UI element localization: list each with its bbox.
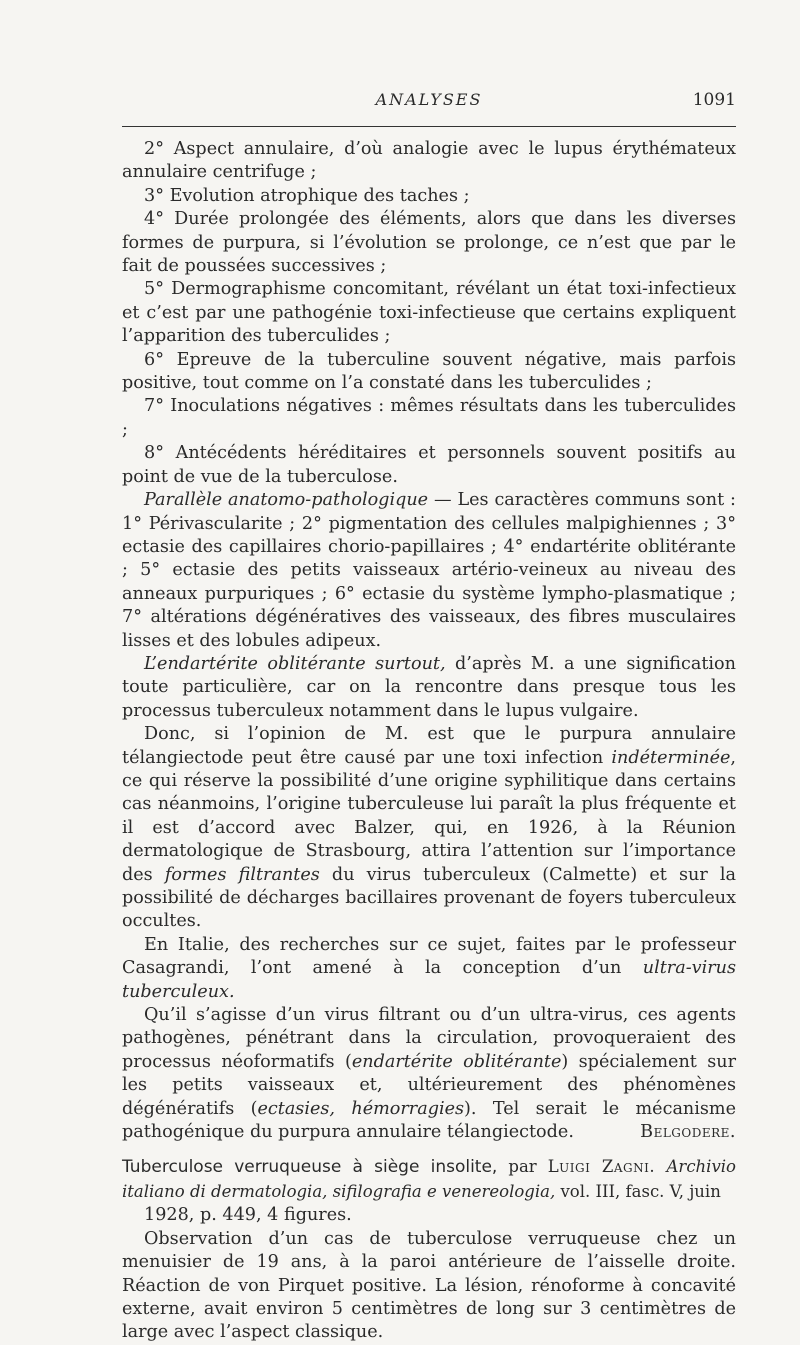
paragraph-text: du virus tuberculeux (Calmette) et sur la possibilité de décharges bacillaires provenant de foyers tuberculeux occultes.: [122, 864, 736, 932]
emphasis: L’endartérite oblitérante surtout,: [144, 653, 446, 674]
page-number: 1091: [692, 90, 736, 110]
body-text: [122, 138, 736, 1345]
author-signature: Belgodere.: [640, 1122, 736, 1143]
paragraph-text: ). Tel serait le mécanisme pathogénique du purpura annulaire télangiectode.: [122, 1098, 737, 1143]
paragraph-text: Donc, si l’opinion de M. est que le purpura annulaire télangiectode peut être causé par une toxi infection: [122, 724, 736, 768]
emphasis: endartérite oblitérante: [351, 1051, 562, 1072]
journal-name: Archivio italiano di dermatologia, sifilografia e venereologia,: [122, 1157, 736, 1201]
paragraph: [122, 1004, 736, 1144]
running-head: ANALYSES: [375, 90, 483, 109]
paragraph: [122, 934, 736, 1004]
paragraph-text: — Les caractères communs sont : 1° Périvascularite ; 2° pigmentation des cellules malpighiennes ; 3° ectasie des capillaires chorio-papillaires ; 4° endartérite oblitérante ; 5° ectasie des petits vaisseaux artério-veineux au niveau des anneaux purpuriques ; 6° ectasie du système lympho-plasmatique ; 7° altérations dégénératives des vaisseaux, des fibres musculaires lisses et des lobules adipeux.: [122, 490, 736, 651]
paragraph: Observation d’un cas de tuberculose verruqueuse chez un menuisier de 19 ans, à la paroi antérieure de l’aisselle droite. Réaction de von Pirquet positive. La lésion, rénoforme à concavité externe, avait environ 5 centimètres de long sur 3 centimètres de large avec l’aspect classique.: [122, 1228, 736, 1343]
paragraph: [122, 489, 736, 653]
section-heading: Parallèle anatomo-pathologique: [144, 490, 429, 511]
citation-details: vol. III, fasc. V, juin: [555, 1181, 721, 1201]
paragraph: 5° Dermographisme concomitant, révélant un état toxi-infectieux et c’est par une pathogénie toxi-infectieuse que certains expliquent l’apparition des tuberculides ;: [122, 279, 736, 347]
paragraph-text: d’après M. a une signification toute particulière, car on la rencontre dans presque tous les processus tuberculeux notamment dans le lupus vulgaire.: [122, 653, 736, 721]
paragraph: 6° Epreuve de la tuberculine souvent négative, mais parfois positive, tout comme on l’a constaté dans les tuberculides ;: [122, 349, 736, 394]
paragraph: [122, 723, 736, 934]
paragraph-text: ) spécialement sur les petits vaisseaux et, ultérieurement des phénomènes dégénératifs (: [122, 1051, 737, 1119]
citation-continuation: 1928, p. 449, 4 figures.: [144, 1205, 352, 1226]
paragraph: 4° Durée prolongée des éléments, alors que dans les diverses formes de purpura, si l’évolution se prolonge, ce n’est que par le fait de poussées successives ;: [122, 209, 736, 277]
paragraph: 3° Evolution atrophique des taches ;: [144, 185, 470, 206]
emphasis: formes filtrantes: [164, 864, 320, 885]
paragraph-text: , ce qui réserve la possibilité d’une origine syphilitique dans certains cas néanmoins, l’origine tuberculeuse lui paraît la plus fréquente et il est d’accord avec Balzer, qui, en 1926, à la Réunion dermatologique de Strasbourg, attira l’attention sur l’importance des: [122, 747, 736, 885]
emphasis: ectasies, hémorragies: [257, 1098, 465, 1119]
article-by: par: [497, 1157, 548, 1177]
paragraph-text: Qu’il s’agisse d’un virus filtrant ou d’un ultra-virus, ces agents pathogènes, pénétrant dans la circulation, provoqueraient des processus néoformatifs (: [122, 1005, 736, 1072]
article-heading: [122, 1155, 736, 1204]
emphasis: ultra-virus tuberculeux.: [122, 958, 736, 1002]
paragraph: 7° Inoculations négatives : mêmes résultats dans les tuberculides ;: [122, 396, 736, 440]
article-title: Tuberculose verruqueuse à siège insolite,: [122, 1157, 498, 1178]
emphasis: indéterminée: [611, 747, 731, 768]
paragraph: [122, 653, 736, 723]
header-rule: [122, 126, 736, 127]
paragraph: 8° Antécédents héréditaires et personnels souvent positifs au point de vue de la tuberculose.: [122, 443, 736, 487]
article-author: Luigi Zagni.: [547, 1157, 656, 1177]
page-header: [122, 90, 736, 114]
paragraph: 2° Aspect annulaire, d’où analogie avec le lupus érythémateux annulaire centrifuge ;: [122, 139, 736, 183]
paragraph-text: En Italie, des recherches sur ce sujet, faites par le professeur Casagrandi, l’ont amené à la conception d’un: [122, 934, 736, 979]
